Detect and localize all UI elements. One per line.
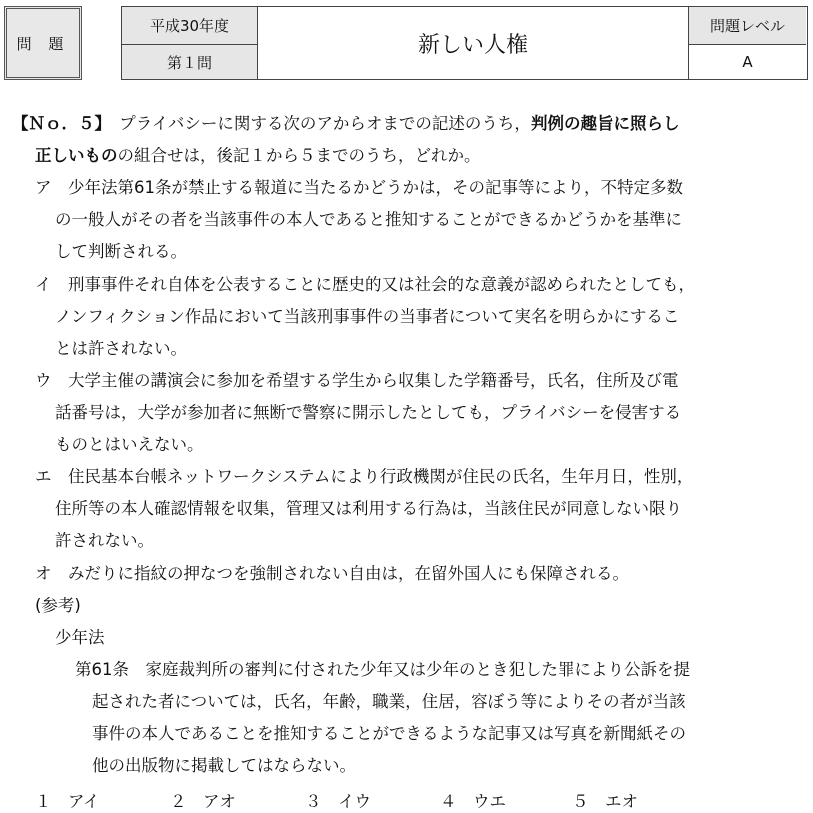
item-e-line-2: 住所等の本人確認情報を収集，管理又は利用する行為は，当該住民が同意しない限り — [55, 499, 682, 518]
reference-article-line-3: 事件の本人であることを推知することができるような記事又は写真を新聞紙その — [92, 724, 686, 743]
topic-title: 新しい人権 — [417, 32, 528, 58]
item-u-line-3: ものとはいえない。 — [55, 435, 204, 454]
answer-choices — [0, 788, 813, 810]
question-number-cell: 第１問 — [122, 45, 258, 79]
item-e-line-1: エ 住民基本台帳ネットワークシステムにより行政機関が住民の氏名，生年月日，性別， — [35, 467, 694, 486]
reference-article-line-1: 第61条 家庭裁判所の審判に付された少年又は少年のとき犯した罪により公訴を提 — [75, 660, 690, 679]
mondai-text: 問 題 — [16, 34, 70, 53]
choice-5: ５ エオ — [572, 792, 638, 811]
choice-2: ２ アオ — [170, 792, 236, 811]
item-u-line-1: ウ 大学主催の講演会に参加を希望する学生から収集した学籍番号，氏名，住所及び電 — [35, 371, 679, 390]
mondai-label — [4, 6, 82, 80]
item-e-line-3: 許されない。 — [55, 531, 154, 550]
year-cell: 平成30年度 — [122, 7, 258, 45]
item-a-line-2: の一般人がその者を当該事件の本人であると推知することができるかどうかを基準に — [55, 210, 682, 229]
question-number: 【Ｎｏ．５】 — [12, 114, 103, 133]
question-text-1: プライバシーに関する次のアからオまでの記述のうち， — [102, 114, 531, 133]
question-line-2 — [35, 145, 481, 167]
item-i-line-2: ノンフィクション作品において当該刑事事件の当事者について実名を明らかにするこ — [55, 307, 680, 326]
item-a-line-1: ア 少年法第61条が禁止する報道に当たるかどうかは，その記事等により，不特定多数 — [35, 178, 683, 197]
reference-article-line-4: 他の出版物に掲載してはならない。 — [92, 756, 356, 775]
reference-label: (参考) — [35, 596, 81, 615]
question-text-2: の組合せは，後記１から５までのうち，どれか。 — [117, 146, 481, 165]
item-u-line-2: 話番号は，大学が参加者に無断で警察に開示したとしても，プライバシーを侵害する — [55, 403, 682, 422]
item-a-line-3: して判断される。 — [55, 242, 187, 261]
level-value-cell: A — [688, 45, 806, 79]
question-line-1 — [12, 113, 679, 135]
choice-4: ４ ウエ — [440, 792, 506, 811]
reference-law-name: 少年法 — [55, 628, 105, 647]
reference-article-line-2: 起された者については，氏名，年齢，職業，住居，容ぼう等によりその者が当該 — [92, 692, 686, 711]
question-emphasis-2: 正しいもの — [35, 146, 118, 165]
question-emphasis-1: 判例の趣旨に照らし — [530, 114, 680, 133]
choice-3: ３ イウ — [305, 792, 371, 811]
item-o-line-1: オ みだりに指紋の押なつを強制されない自由は，在留外国人にも保障される。 — [35, 564, 629, 583]
choice-1: １ アイ — [35, 792, 100, 811]
item-i-line-1: イ 刑事事件それ自体を公表することに歴史的又は社会的な意義が認められたとしても， — [35, 275, 695, 294]
level-label-cell: 問題レベル — [688, 7, 806, 45]
header-table — [121, 6, 808, 80]
item-i-line-3: とは許されない。 — [55, 339, 187, 358]
